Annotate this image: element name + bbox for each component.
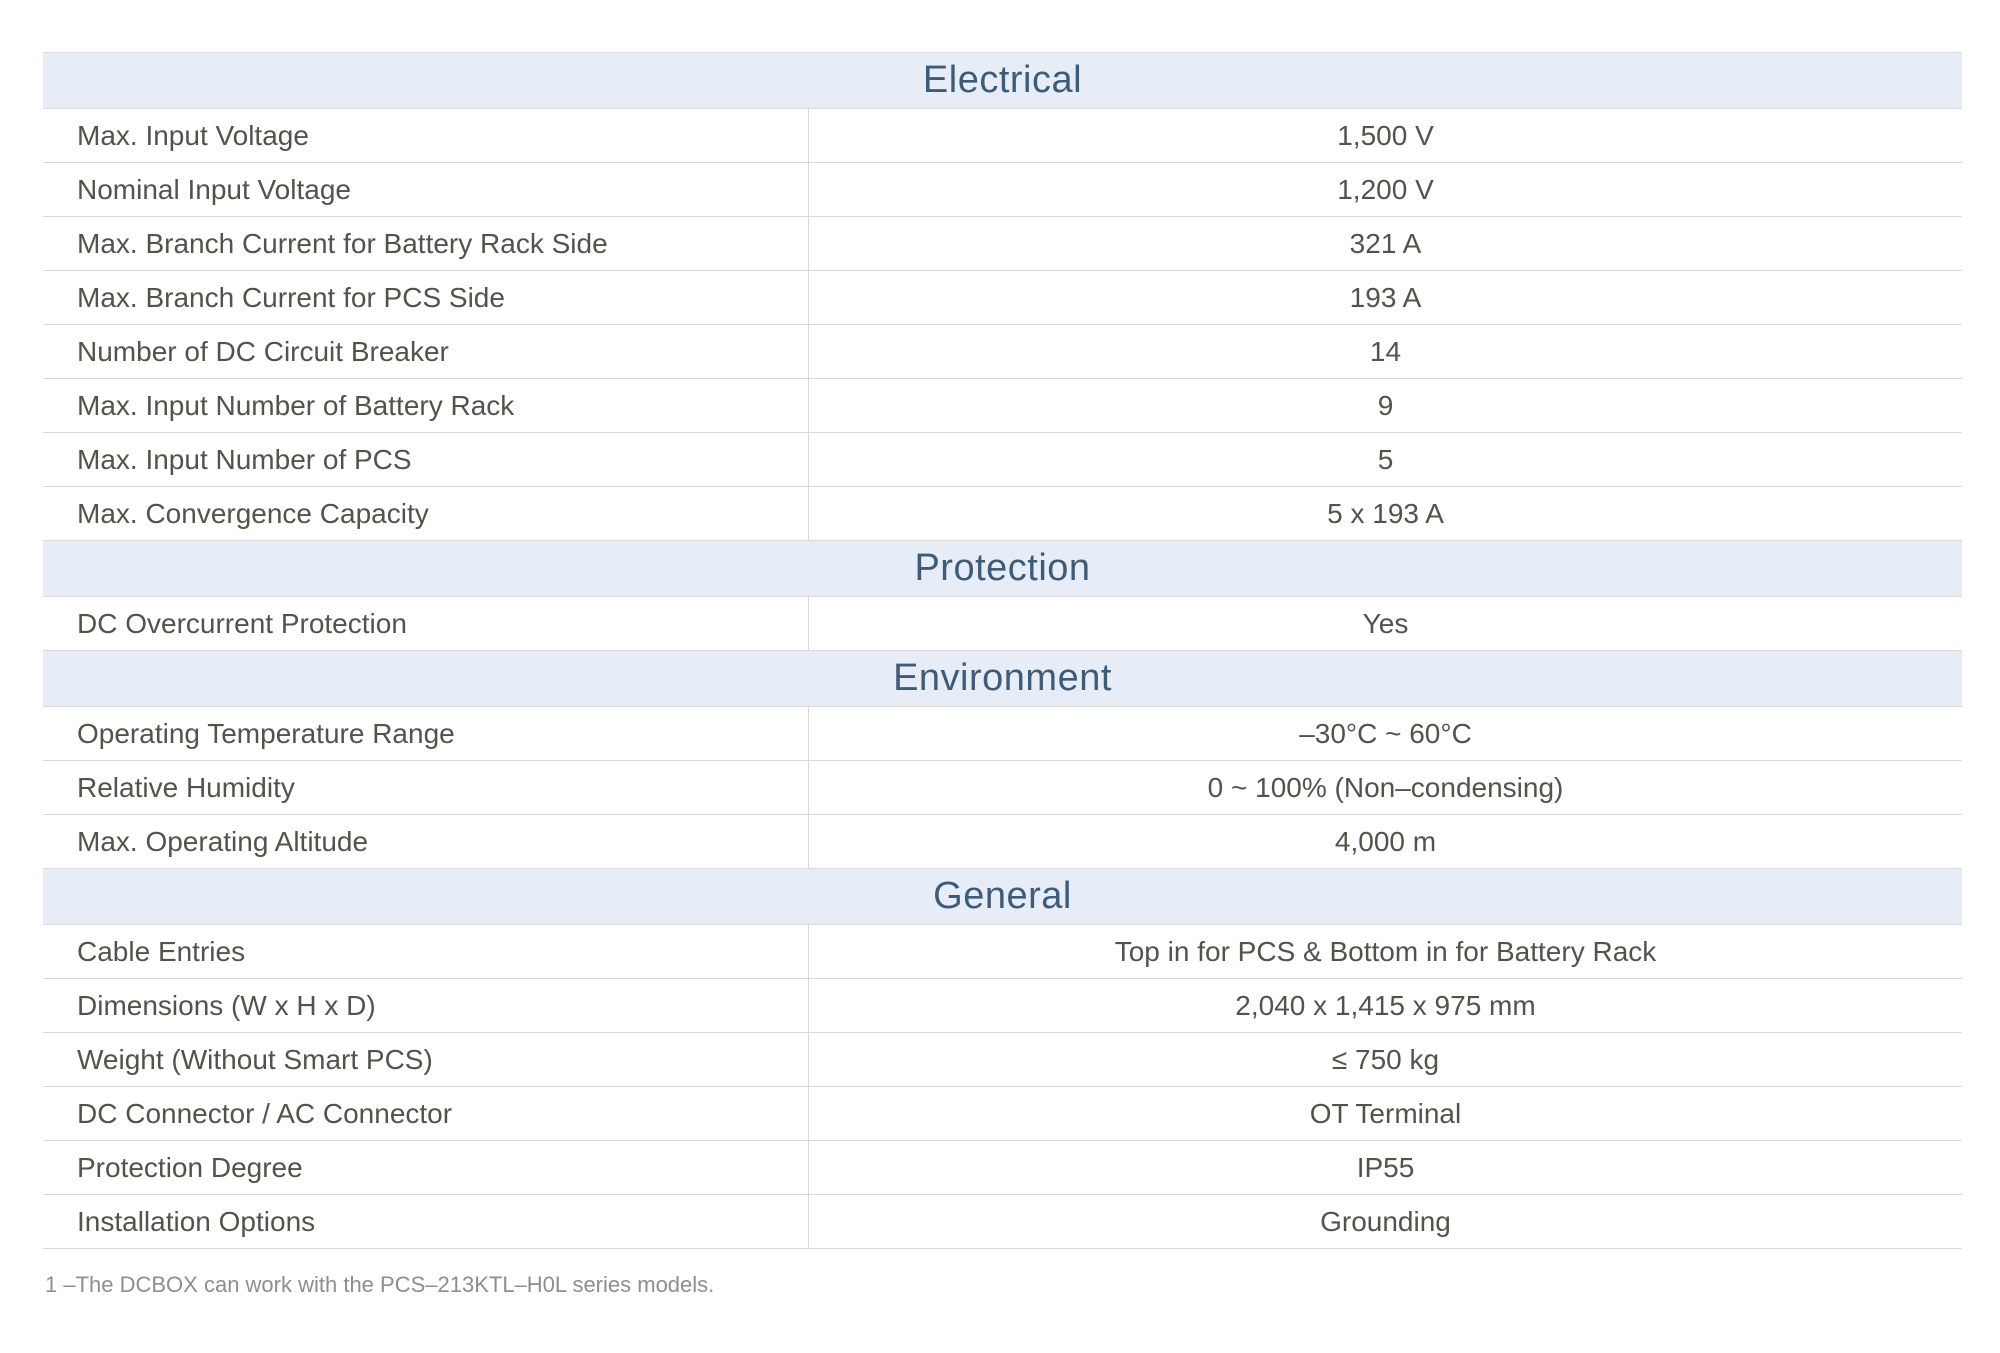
spec-row <box>43 1033 1962 1087</box>
spec-value: 1,500 V <box>1337 119 1434 151</box>
spec-row <box>43 1141 1962 1195</box>
spec-row <box>43 597 1962 651</box>
section-header-protection <box>43 541 1962 597</box>
spec-label: Nominal Input Voltage <box>43 163 809 216</box>
spec-label: Weight (Without Smart PCS) <box>43 1033 809 1086</box>
spec-value: 0 ~ 100% (Non–condensing) <box>1207 771 1564 803</box>
spec-label: Max. Input Voltage <box>43 109 809 162</box>
spec-row <box>43 925 1962 979</box>
spec-value: Yes <box>1362 607 1409 639</box>
spec-value: OT Terminal <box>1309 1097 1462 1129</box>
spec-value: 2,040 x 1,415 x 975 mm <box>1235 989 1536 1021</box>
spec-row <box>43 433 1962 487</box>
spec-row <box>43 979 1962 1033</box>
footnote: 1 –The DCBOX can work with the PCS–213KTL–H0L series models. <box>45 1272 715 1297</box>
spec-value: 193 A <box>1349 281 1422 313</box>
spec-value: ≤ 750 kg <box>1331 1043 1440 1075</box>
spec-row <box>43 379 1962 433</box>
spec-label: Protection Degree <box>43 1141 809 1194</box>
spec-row <box>43 163 1962 217</box>
section-title: Electrical <box>922 59 1083 101</box>
spec-row <box>43 109 1962 163</box>
spec-row <box>43 1195 1962 1249</box>
section-title: General <box>933 875 1072 917</box>
spec-label: Operating Temperature Range <box>43 707 809 760</box>
spec-label: Max. Operating Altitude <box>43 815 809 868</box>
section-title: Protection <box>914 547 1091 589</box>
section-header-environment <box>43 651 1962 707</box>
spec-row <box>43 761 1962 815</box>
spec-value: –30°C ~ 60°C <box>1299 717 1472 749</box>
spec-row <box>43 1087 1962 1141</box>
spec-row <box>43 707 1962 761</box>
spec-label: Dimensions (W x H x D) <box>43 979 809 1032</box>
spec-row <box>43 815 1962 869</box>
spec-label: Installation Options <box>43 1195 809 1248</box>
section-title: Environment <box>893 657 1112 699</box>
spec-label: Cable Entries <box>43 925 809 978</box>
spec-value: 9 <box>1377 389 1394 421</box>
spec-label: Max. Branch Current for PCS Side <box>43 271 809 324</box>
spec-label: Max. Input Number of Battery Rack <box>43 379 809 432</box>
spec-label: Max. Convergence Capacity <box>43 487 809 540</box>
spec-label: DC Connector / AC Connector <box>43 1087 809 1140</box>
spec-row <box>43 487 1962 541</box>
spec-row <box>43 217 1962 271</box>
spec-label: DC Overcurrent Protection <box>43 597 809 650</box>
spec-row <box>43 325 1962 379</box>
spec-value: 321 A <box>1349 227 1422 259</box>
spec-label: Max. Branch Current for Battery Rack Side <box>43 217 809 270</box>
spec-label: Relative Humidity <box>43 761 809 814</box>
spec-row <box>43 271 1962 325</box>
spec-value: 1,200 V <box>1337 173 1434 205</box>
section-header-general <box>43 869 1962 925</box>
spec-value: 4,000 m <box>1334 825 1437 857</box>
spec-value: IP55 <box>1356 1151 1415 1183</box>
spec-value: Top in for PCS & Bottom in for Battery Rack <box>1114 935 1657 967</box>
spec-table <box>43 52 1962 1249</box>
spec-value: Grounding <box>1320 1205 1451 1237</box>
section-header-electrical <box>43 53 1962 109</box>
spec-label: Max. Input Number of PCS <box>43 433 809 486</box>
spec-value: 5 x 193 A <box>1327 497 1444 529</box>
spec-value: 14 <box>1369 335 1402 367</box>
spec-label: Number of DC Circuit Breaker <box>43 325 809 378</box>
spec-value: 5 <box>1377 443 1394 475</box>
